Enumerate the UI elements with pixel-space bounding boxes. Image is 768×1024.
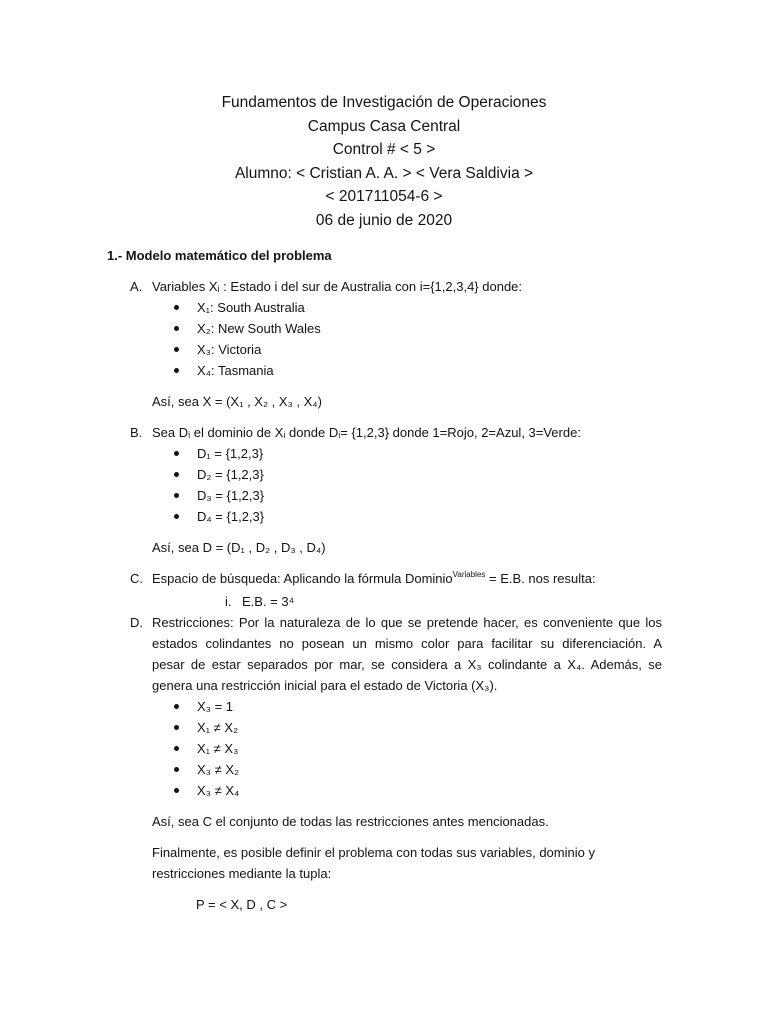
bullet-icon	[174, 725, 179, 730]
paragraph-line: restricciones mediante la tupla:	[152, 865, 332, 881]
bullet-icon	[174, 472, 179, 477]
document-header	[0, 91, 768, 233]
bullet-item	[152, 443, 707, 464]
bullet-icon	[174, 788, 179, 793]
item-text: Sea Dᵢ el dominio de Xᵢ donde Dᵢ= {1,2,3} donde 1=Rojo, 2=Azul, 3=Verde:	[152, 424, 581, 440]
bullet-icon	[174, 767, 179, 772]
sub-item-text: E.B. = 3⁴	[242, 593, 295, 609]
item-text: Variables Xᵢ : Estado i del sur de Australia con i={1,2,3,4} donde:	[152, 278, 523, 294]
bullet-text: X₁ ≠ X₃	[197, 740, 239, 756]
bullet-list	[152, 297, 707, 381]
bullet-item	[152, 485, 707, 506]
list-item-b	[107, 422, 707, 558]
bullet-icon	[174, 368, 179, 373]
list-item-d	[107, 612, 707, 915]
bullet-icon	[174, 305, 179, 310]
item-marker: D.	[130, 614, 143, 630]
document-date: 06 de junio de 2020	[315, 211, 453, 229]
bullet-text: X₄: Tasmania	[197, 362, 274, 378]
bullet-icon	[174, 326, 179, 331]
bullet-item	[152, 360, 707, 381]
list-item-c	[107, 568, 707, 612]
bullet-text: X₃ ≠ X₂	[197, 761, 240, 777]
bullet-icon	[174, 347, 179, 352]
bullet-text: X₁: South Australia	[197, 299, 305, 315]
student-id: < 201711054-6 >	[325, 188, 443, 206]
bullet-item	[152, 717, 707, 738]
bullet-text: D₄ = {1,2,3}	[197, 508, 265, 524]
bullet-text: D₃ = {1,2,3}	[197, 487, 265, 503]
bullet-text: D₁ = {1,2,3}	[197, 445, 264, 461]
bullet-icon	[174, 514, 179, 519]
bullet-item	[152, 759, 707, 780]
item-marker: B.	[130, 424, 143, 440]
formula-superscript: Variables	[452, 569, 486, 579]
item-marker: A.	[130, 278, 143, 294]
restrictions-paragraph	[152, 612, 707, 696]
bullet-list	[152, 443, 707, 527]
bullet-text: X₃ = 1	[197, 698, 234, 714]
bullet-text: X₂: New South Wales	[197, 320, 321, 336]
text-after-formula: = E.B. nos resulta:	[485, 570, 596, 586]
problem-tuple: P = < X, D , C >	[196, 896, 288, 912]
bullet-item	[152, 780, 707, 801]
paragraph-line: Finalmente, es posible definir el problema con todas sus variables, dominio y	[152, 844, 595, 860]
paragraph-line: genera una restricción inicial para el estado de Victoria (X₃).	[152, 677, 498, 693]
item-marker: C.	[130, 570, 143, 586]
text-before-formula: Espacio de búsqueda: Aplicando la fórmula Dominio	[152, 570, 453, 586]
bullet-icon	[174, 746, 179, 751]
control-number: Control # < 5 >	[332, 141, 436, 159]
item-summary: Así, sea X = (X₁ , X₂ , X₃ , X₄)	[152, 393, 322, 409]
document-body	[107, 245, 707, 915]
paragraph-line: pesar de estar separados por mar, se considera a X₃ colindante a X₄. Además, se	[152, 656, 662, 672]
conclusion-paragraph	[152, 842, 707, 884]
bullet-list	[152, 696, 707, 801]
item-text	[152, 568, 707, 591]
bullet-text: X₃ ≠ X₄	[197, 782, 240, 798]
bullet-icon	[174, 493, 179, 498]
bullet-item	[152, 506, 707, 527]
campus-name: Campus Casa Central	[307, 117, 461, 135]
sub-item-marker: i.	[225, 593, 232, 609]
bullet-item	[152, 464, 707, 485]
bullet-text: X₁ ≠ X₂	[197, 719, 239, 735]
bullet-text: D₂ = {1,2,3}	[197, 466, 264, 482]
paragraph-line: estados colindantes no posean un mismo color para facilitar su diferenciación. A	[152, 635, 662, 651]
bullet-item	[152, 339, 707, 360]
sub-item	[152, 591, 707, 612]
bullet-icon	[174, 704, 179, 709]
section-heading: 1.- Modelo matemático del problema	[107, 247, 332, 263]
bullet-icon	[174, 451, 179, 456]
paragraph-line: Restricciones: Por la naturaleza de lo que se pretende hacer, es conveniente que los	[152, 614, 662, 630]
bullet-item	[152, 318, 707, 339]
item-summary: Así, sea D = (D₁ , D₂ , D₃ , D₄)	[152, 539, 326, 555]
bullet-item	[152, 696, 707, 717]
student-name: Alumno: < Cristian A. A. > < Vera Saldivia >	[234, 164, 534, 182]
bullet-text: X₃: Victoria	[197, 341, 262, 357]
bullet-item	[152, 297, 707, 318]
course-title: Fundamentos de Investigación de Operaciones	[221, 94, 547, 111]
list-item-a	[107, 276, 707, 412]
item-summary: Así, sea C el conjunto de todas las restricciones antes mencionadas.	[152, 813, 549, 829]
bullet-item	[152, 738, 707, 759]
